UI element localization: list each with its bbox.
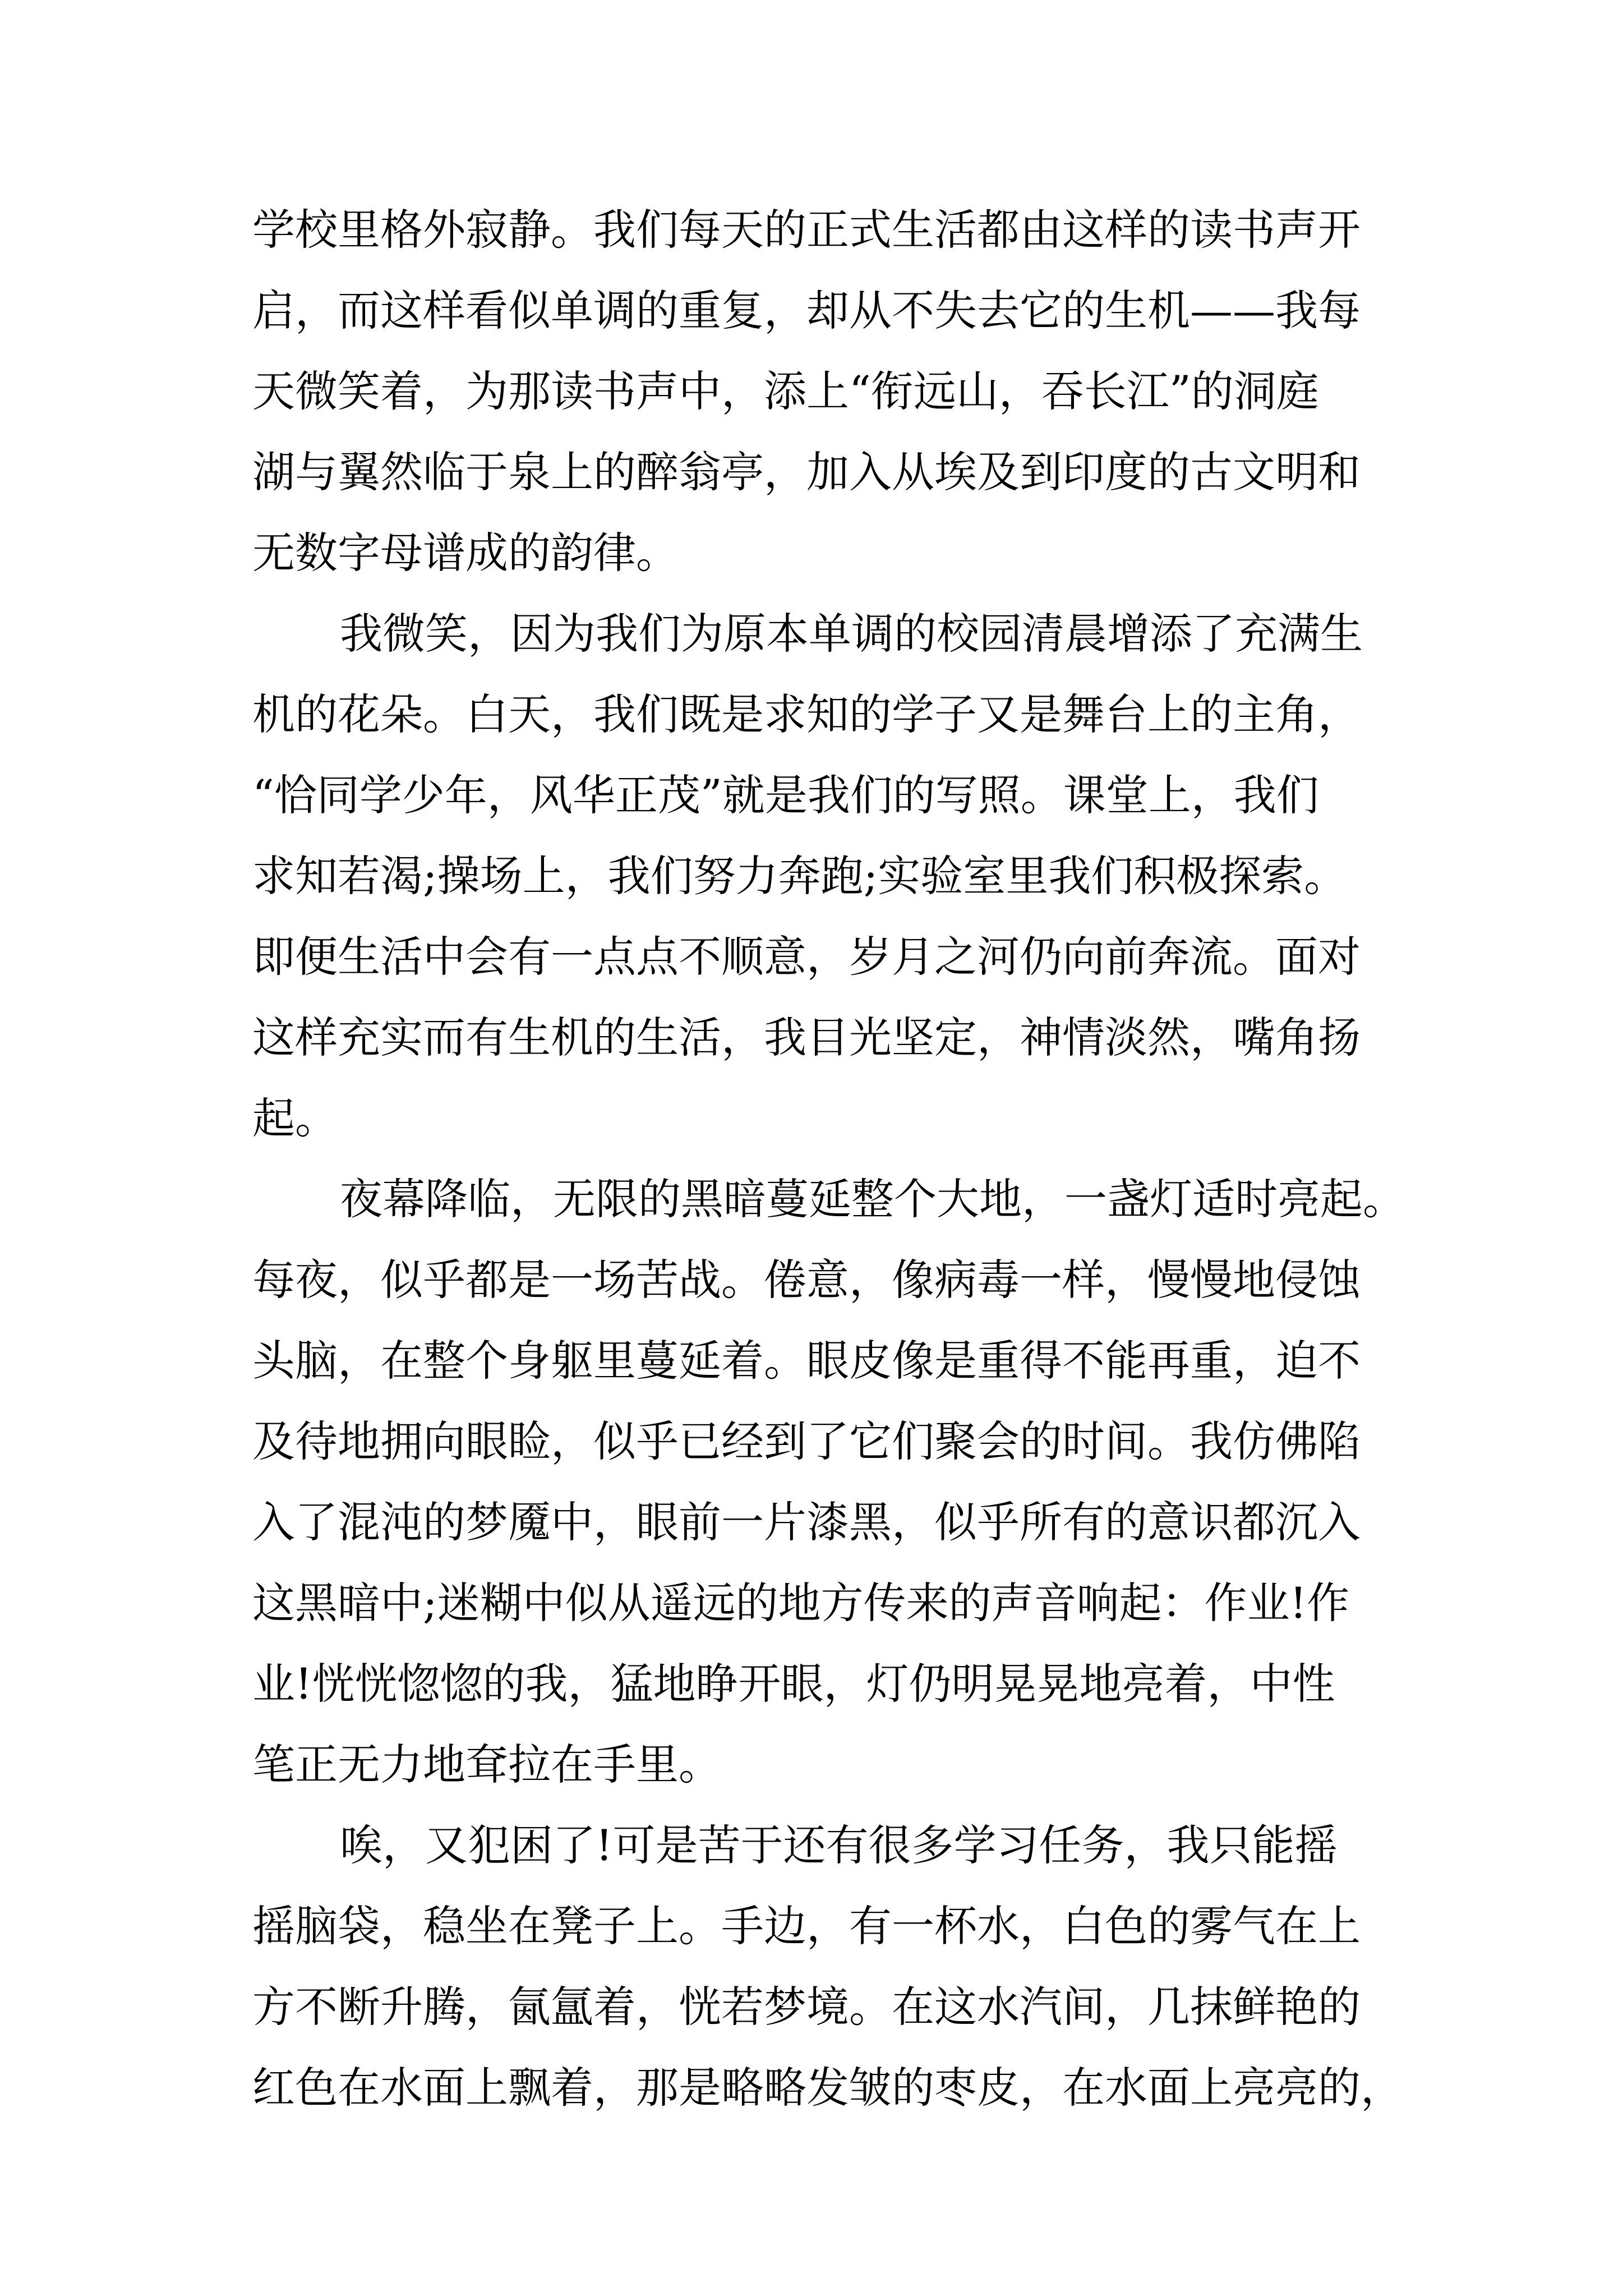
text-line: “恰同学少年，风华正茂”就是我们的写照。课堂上，我们 — [252, 770, 1319, 820]
text-line: 启，而这样看似单调的重复，却从不失去它的生机——我每 — [252, 286, 1361, 335]
text-line: 求知若渴;操场上，我们努力奔跑;实验室里我们积极探索。 — [252, 851, 1347, 901]
text-line: 每夜，似乎都是一场苦战。倦意，像病毒一样，慢慢地侵蚀 — [252, 1255, 1361, 1305]
text-line: 唉，又犯困了!可是苦于还有很多学习任务，我只能摇 — [340, 1820, 1338, 1870]
text-line: 机的花朵。白天，我们既是求知的学子又是舞台上的主角， — [252, 689, 1361, 739]
text-line: 天微笑着，为那读书声中，添上“衔远山，吞长江”的洞庭 — [252, 366, 1319, 416]
text-line: 无数字母谱成的韵律。 — [252, 528, 679, 578]
text-line: 业!恍恍惚惚的我，猛地睁开眼，灯仍明晃晃地亮着，中性 — [252, 1659, 1335, 1709]
text-line: 学校里格外寂静。我们每天的正式生活都由这样的读书声开 — [252, 205, 1361, 255]
text-line: 头脑，在整个身躯里蔓延着。眼皮像是重得不能再重，迫不 — [252, 1336, 1361, 1386]
text-line: 夜幕降临，无限的黑暗蔓延整个大地，一盏灯适时亮起。 — [340, 1174, 1405, 1224]
text-line: 即便生活中会有一点点不顺意，岁月之河仍向前奔流。面对 — [252, 932, 1361, 982]
text-line: 这黑暗中;迷糊中似从遥远的地方传来的声音响起：作业!作 — [252, 1578, 1350, 1628]
text-line: 这样充实而有生机的生活，我目光坚定，神情淡然，嘴角扬 — [252, 1013, 1361, 1062]
text-line: 笔正无力地耷拉在手里。 — [252, 1740, 721, 1789]
text-line: 及待地拥向眼睑，似乎已经到了它们聚会的时间。我仿佛陷 — [252, 1416, 1361, 1466]
text-line: 摇脑袋，稳坐在凳子上。手边，有一杯水，白色的雾气在上 — [252, 1901, 1361, 1951]
text-line: 湖与翼然临于泉上的醉翁亭，加入从埃及到印度的古文明和 — [252, 447, 1361, 497]
text-line: 我微笑，因为我们为原本单调的校园清晨增添了充满生 — [340, 609, 1363, 659]
text-line: 入了混沌的梦魇中，眼前一片漆黑，似乎所有的意识都沉入 — [252, 1497, 1361, 1547]
text-line: 方不断升腾，氤氲着，恍若梦境。在这水汽间，几抹鲜艳的 — [252, 1982, 1361, 2032]
text-line: 红色在水面上飘着，那是略略发皱的枣皮，在水面上亮亮的， — [252, 2063, 1403, 2113]
text-line: 起。 — [252, 1093, 338, 1143]
